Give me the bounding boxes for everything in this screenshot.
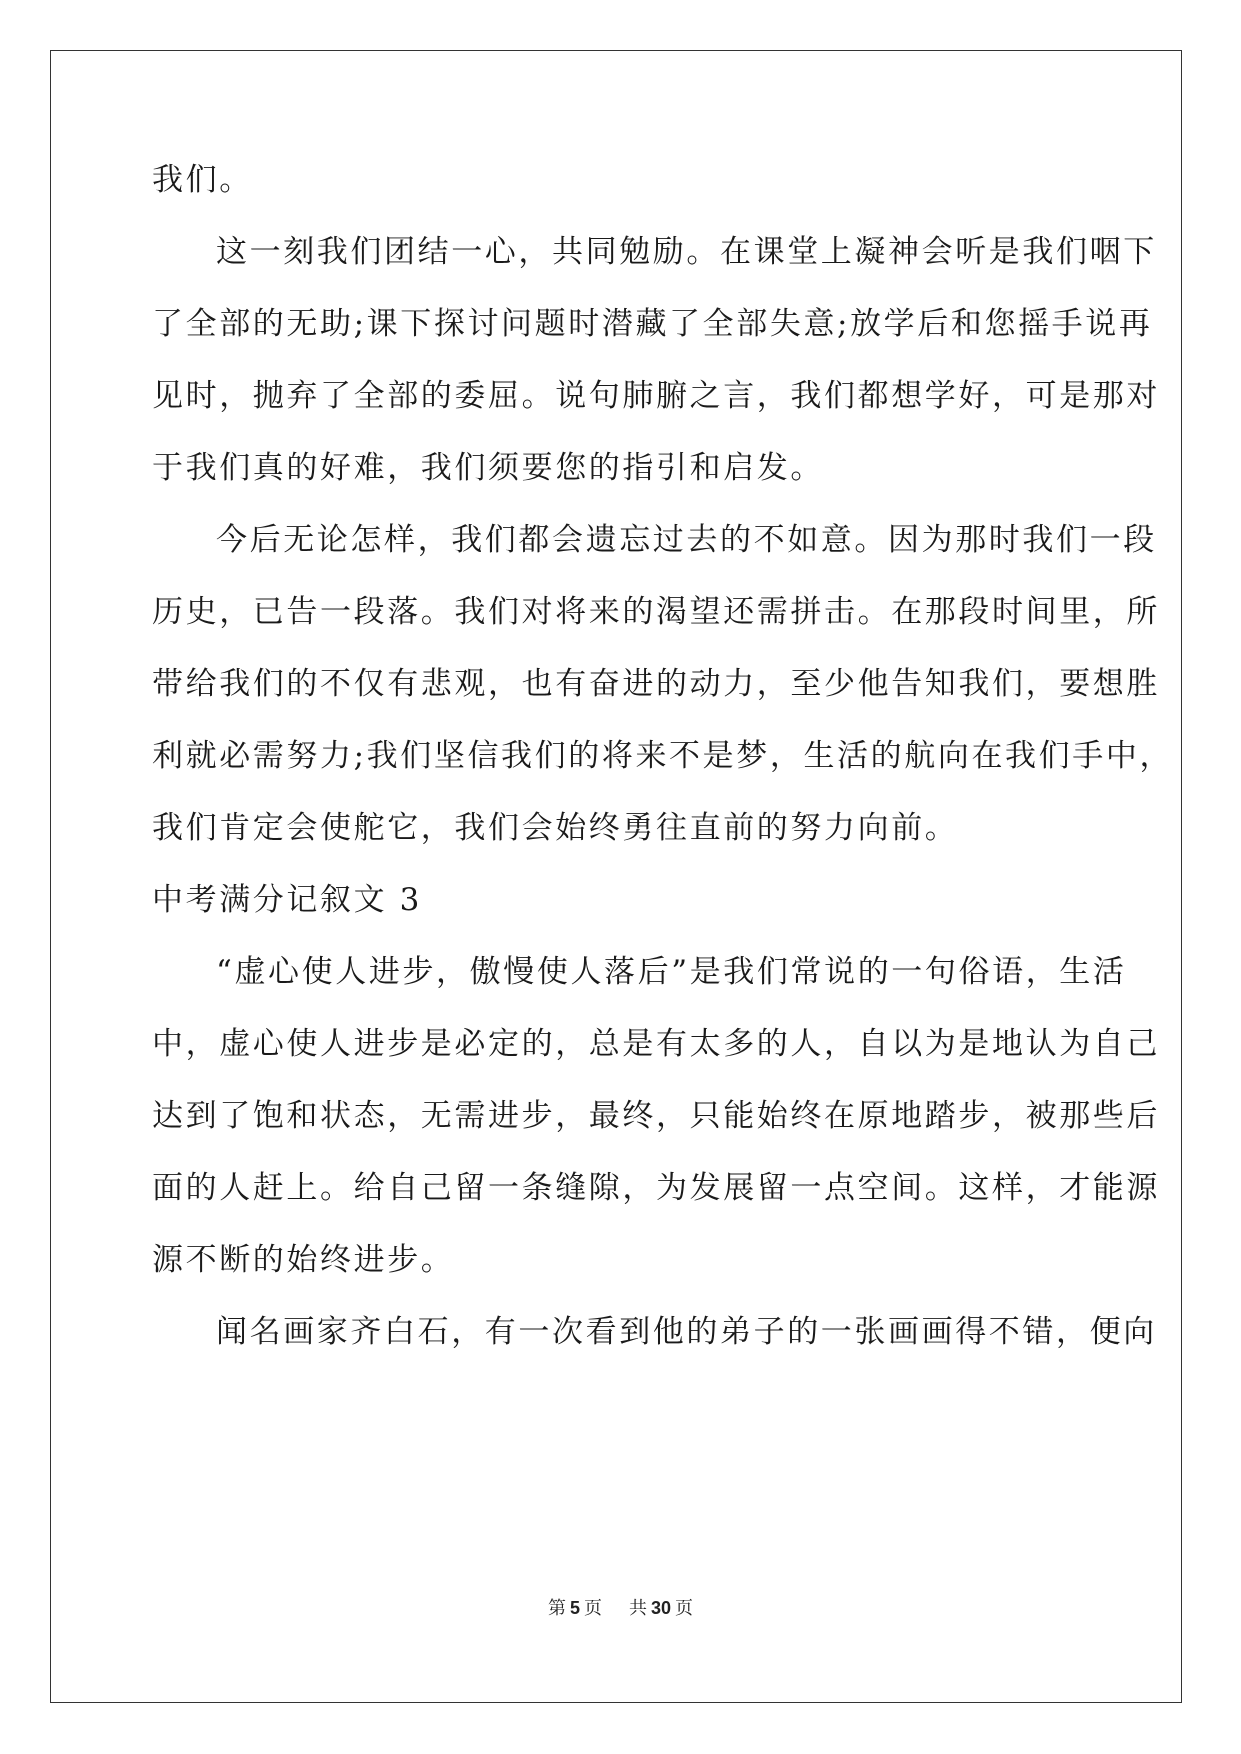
paragraph-line: 这一刻我们团结一心，共同勉励。在课堂上凝神会听是我们咽下 bbox=[216, 234, 1157, 270]
paragraph-line: 历史，已告一段落。我们对将来的渴望还需拼击。在那段时间里，所 bbox=[152, 594, 1160, 630]
section-heading: 中考满分记叙文 3 bbox=[152, 882, 422, 918]
paragraph-line: 利就必需努力;我们坚信我们的将来不是梦，生活的航向在我们手中， bbox=[152, 738, 1174, 774]
paragraph-line: 于我们真的好难，我们须要您的指引和启发。 bbox=[152, 450, 824, 486]
paragraph-line: 见时，抛弃了全部的委屈。说句肺腑之言，我们都想学好，可是那对 bbox=[152, 378, 1160, 414]
paragraph-line: 面的人赶上。给自己留一条缝隙，为发展留一点空间。这样，才能源 bbox=[152, 1170, 1160, 1206]
page-number: 5 bbox=[570, 1598, 581, 1618]
total-suffix: 页 bbox=[674, 1598, 693, 1619]
paragraph-line: “虚心使人进步，傲慢使人落后”是我们常说的一句俗语，生活 bbox=[216, 954, 1127, 990]
paragraph-line: 我们肯定会使舵它，我们会始终勇往直前的努力向前。 bbox=[152, 810, 959, 846]
paragraph-line: 带给我们的不仅有悲观，也有奋进的动力，至少他告知我们，要想胜 bbox=[152, 666, 1160, 702]
paragraph-line: 我们。 bbox=[152, 162, 253, 198]
page-suffix: 页 bbox=[584, 1598, 603, 1619]
total-pages: 30 bbox=[650, 1598, 671, 1618]
page-prefix: 第 bbox=[548, 1598, 567, 1619]
page-footer bbox=[0, 1597, 1241, 1620]
page-border bbox=[50, 50, 1182, 1703]
paragraph-line: 源不断的始终进步。 bbox=[152, 1242, 455, 1278]
paragraph-line: 了全部的无助;课下探讨问题时潜藏了全部失意;放学后和您摇手说再 bbox=[152, 306, 1153, 342]
total-prefix: 共 bbox=[628, 1598, 647, 1619]
paragraph-line: 闻名画家齐白石，有一次看到他的弟子的一张画画得不错，便向 bbox=[216, 1314, 1157, 1350]
paragraph-line: 今后无论怎样，我们都会遗忘过去的不如意。因为那时我们一段 bbox=[216, 522, 1157, 558]
paragraph-line: 中，虚心使人进步是必定的，总是有太多的人，自以为是地认为自己 bbox=[152, 1026, 1160, 1062]
paragraph-line: 达到了饱和状态，无需进步，最终，只能始终在原地踏步，被那些后 bbox=[152, 1098, 1160, 1134]
